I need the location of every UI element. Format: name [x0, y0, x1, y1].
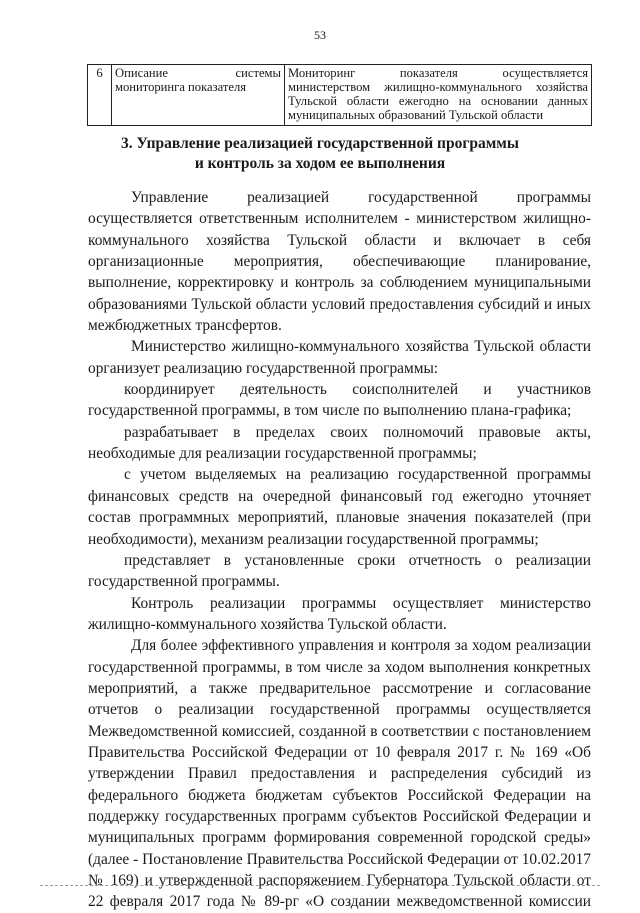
- paragraph: Для более эффективного управления и контроля за ходом реализации государственной программы, в том числе за ходом выполнения конкретных мероприятий, а также предварительное рассмотрение и согласование отчетов о реализации государственной программы осуществляется Межведомственной комиссией, созданной в соответствии с постановлением Правительства Российской Федерации от 10 февраля 2017 г. № 169 «Об утверждении Правил предоставления и распределения субсидий из федерального бюджета бюджетам субъектов Российской Федерации на поддержку государственных программ субъектов Российской Федерации и муниципальных программ формирования современной городской среды» (далее - Постановление Правительства Российской Федерации от 10.02.2017 № 169) и утвержденной распоряжением Губернатора Тульской области от 22 февраля 2017 года № 89-рг «О создании межведомственной комиссии: [88, 637, 591, 911]
- footer-divider: [40, 885, 600, 886]
- paragraph: Министерство жилищно-коммунального хозяйства Тульской области организует реализацию государственной программы:: [88, 338, 591, 377]
- list-item: разрабатывает в пределах своих полномочий правовые акты, необходимые для реализации государственной программы;: [88, 423, 591, 463]
- paragraph: Управление реализацией государственной программы осуществляется ответственным исполнителем - министерством жилищно-коммунального хозяйства Тульской области и включает в себя организационные мероприятия, обеспечивающие планирование, выполнение, корректировку и контроль за соблюдением муниципальными образованиями Тульской области условий предоставления субсидий и иных межбюджетных трансфертов.: [88, 189, 591, 335]
- body-text: [88, 187, 591, 913]
- list-item: с учетом выделяемых на реализацию государственной программы финансовых средств на очередной финансовый год ежегодно уточняет состав программных мероприятий, плановые значения показателей (при необходимости), механизм реализации государственной программы;: [88, 466, 591, 548]
- indicator-table: [87, 64, 592, 126]
- table-cell-number: 6: [88, 65, 112, 126]
- table-row: [88, 65, 592, 126]
- paragraph: Контроль реализации программы осуществляет министерство жилищно-коммунального хозяйства Тульской области.: [88, 594, 591, 633]
- section-title-line-2: и контроль за ходом ее выполнения: [194, 155, 446, 172]
- section-title-line-1: 3. Управление реализацией государственной программы: [121, 135, 519, 152]
- table-cell-description: Мониторинг показателя осуществляется министерством жилищно-коммунального хозяйства Тульской области ежегодно на основании данных муниципальных образований Тульской области: [285, 65, 592, 126]
- page-number: 53: [314, 28, 326, 42]
- section-title: [0, 134, 640, 174]
- table-cell-name: Описание системы мониторинга показателя: [112, 65, 285, 126]
- list-item: координирует деятельность соисполнителей и участников государственной программы, в том числе по выполнению плана-графика;: [88, 381, 591, 420]
- list-item: представляет в установленные сроки отчетность о реализации государственной программы.: [88, 551, 591, 591]
